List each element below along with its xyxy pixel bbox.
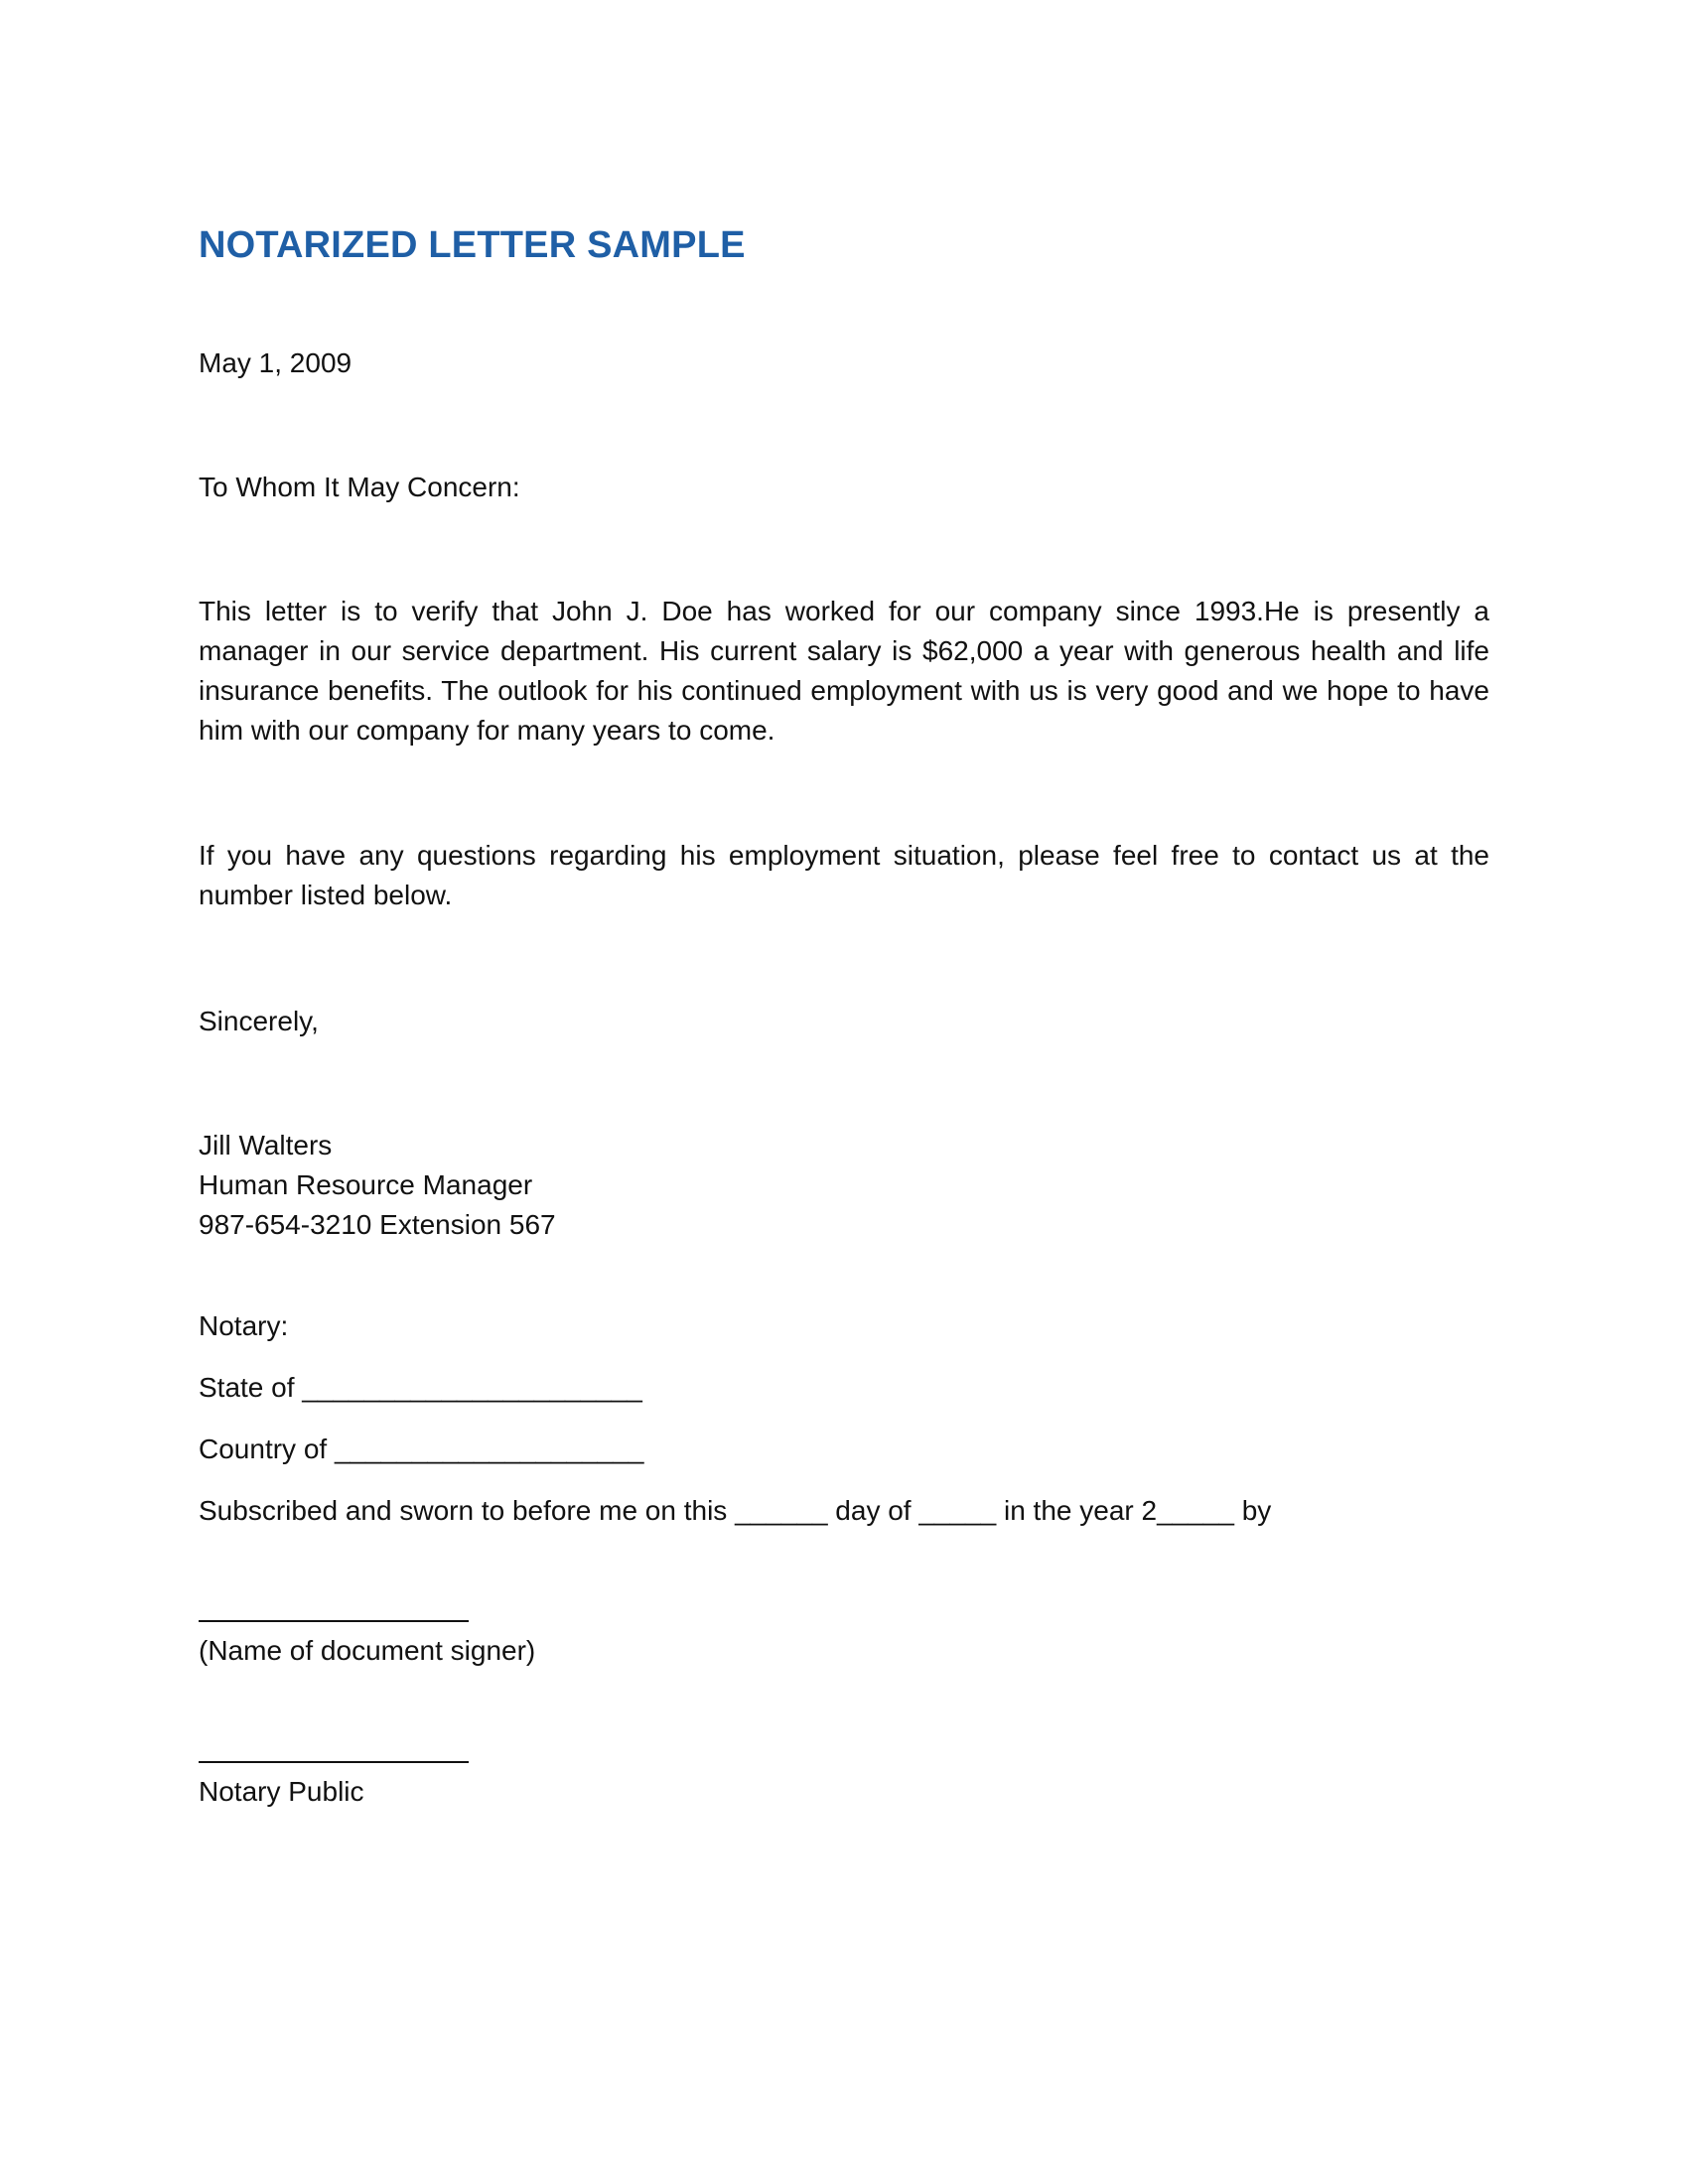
signer-name: Jill Walters: [199, 1130, 333, 1160]
notary-sworn-line: Subscribed and sworn to before me on this ______ day of _____ in the year 2_____ by: [199, 1495, 1272, 1526]
notary-country-line: Country of ____________________: [199, 1433, 644, 1464]
body-paragraph-2: If you have any questions regarding his employment situation, please feel free to contact us at the number listed below.: [199, 840, 1489, 910]
closing: Sincerely,: [199, 1006, 319, 1036]
signer-caption: (Name of document signer): [199, 1635, 536, 1666]
body-paragraph-1: This letter is to verify that John J. Doe has worked for our company since 1993.He is presently a manager in our service department. His current salary is $62,000 a year with generous health and life insurance benefits. The outlook for his continued employment with us is very good and we hope to have him with our company for many years to come.: [199, 596, 1489, 746]
notary-state-line: State of ______________________: [199, 1372, 642, 1403]
notary-heading: Notary:: [199, 1310, 289, 1341]
document-title: NOTARIZED LETTER SAMPLE: [199, 224, 746, 266]
notary-signature-rule: [199, 1761, 469, 1763]
salutation: To Whom It May Concern:: [199, 472, 520, 502]
signer-title: Human Resource Manager: [199, 1169, 533, 1200]
letter-date: May 1, 2009: [199, 347, 352, 378]
letter-page: [199, 0, 1489, 2184]
notary-public-caption: Notary Public: [199, 1776, 364, 1807]
signer-phone: 987-654-3210 Extension 567: [199, 1209, 556, 1240]
signer-signature-rule: [199, 1620, 469, 1622]
